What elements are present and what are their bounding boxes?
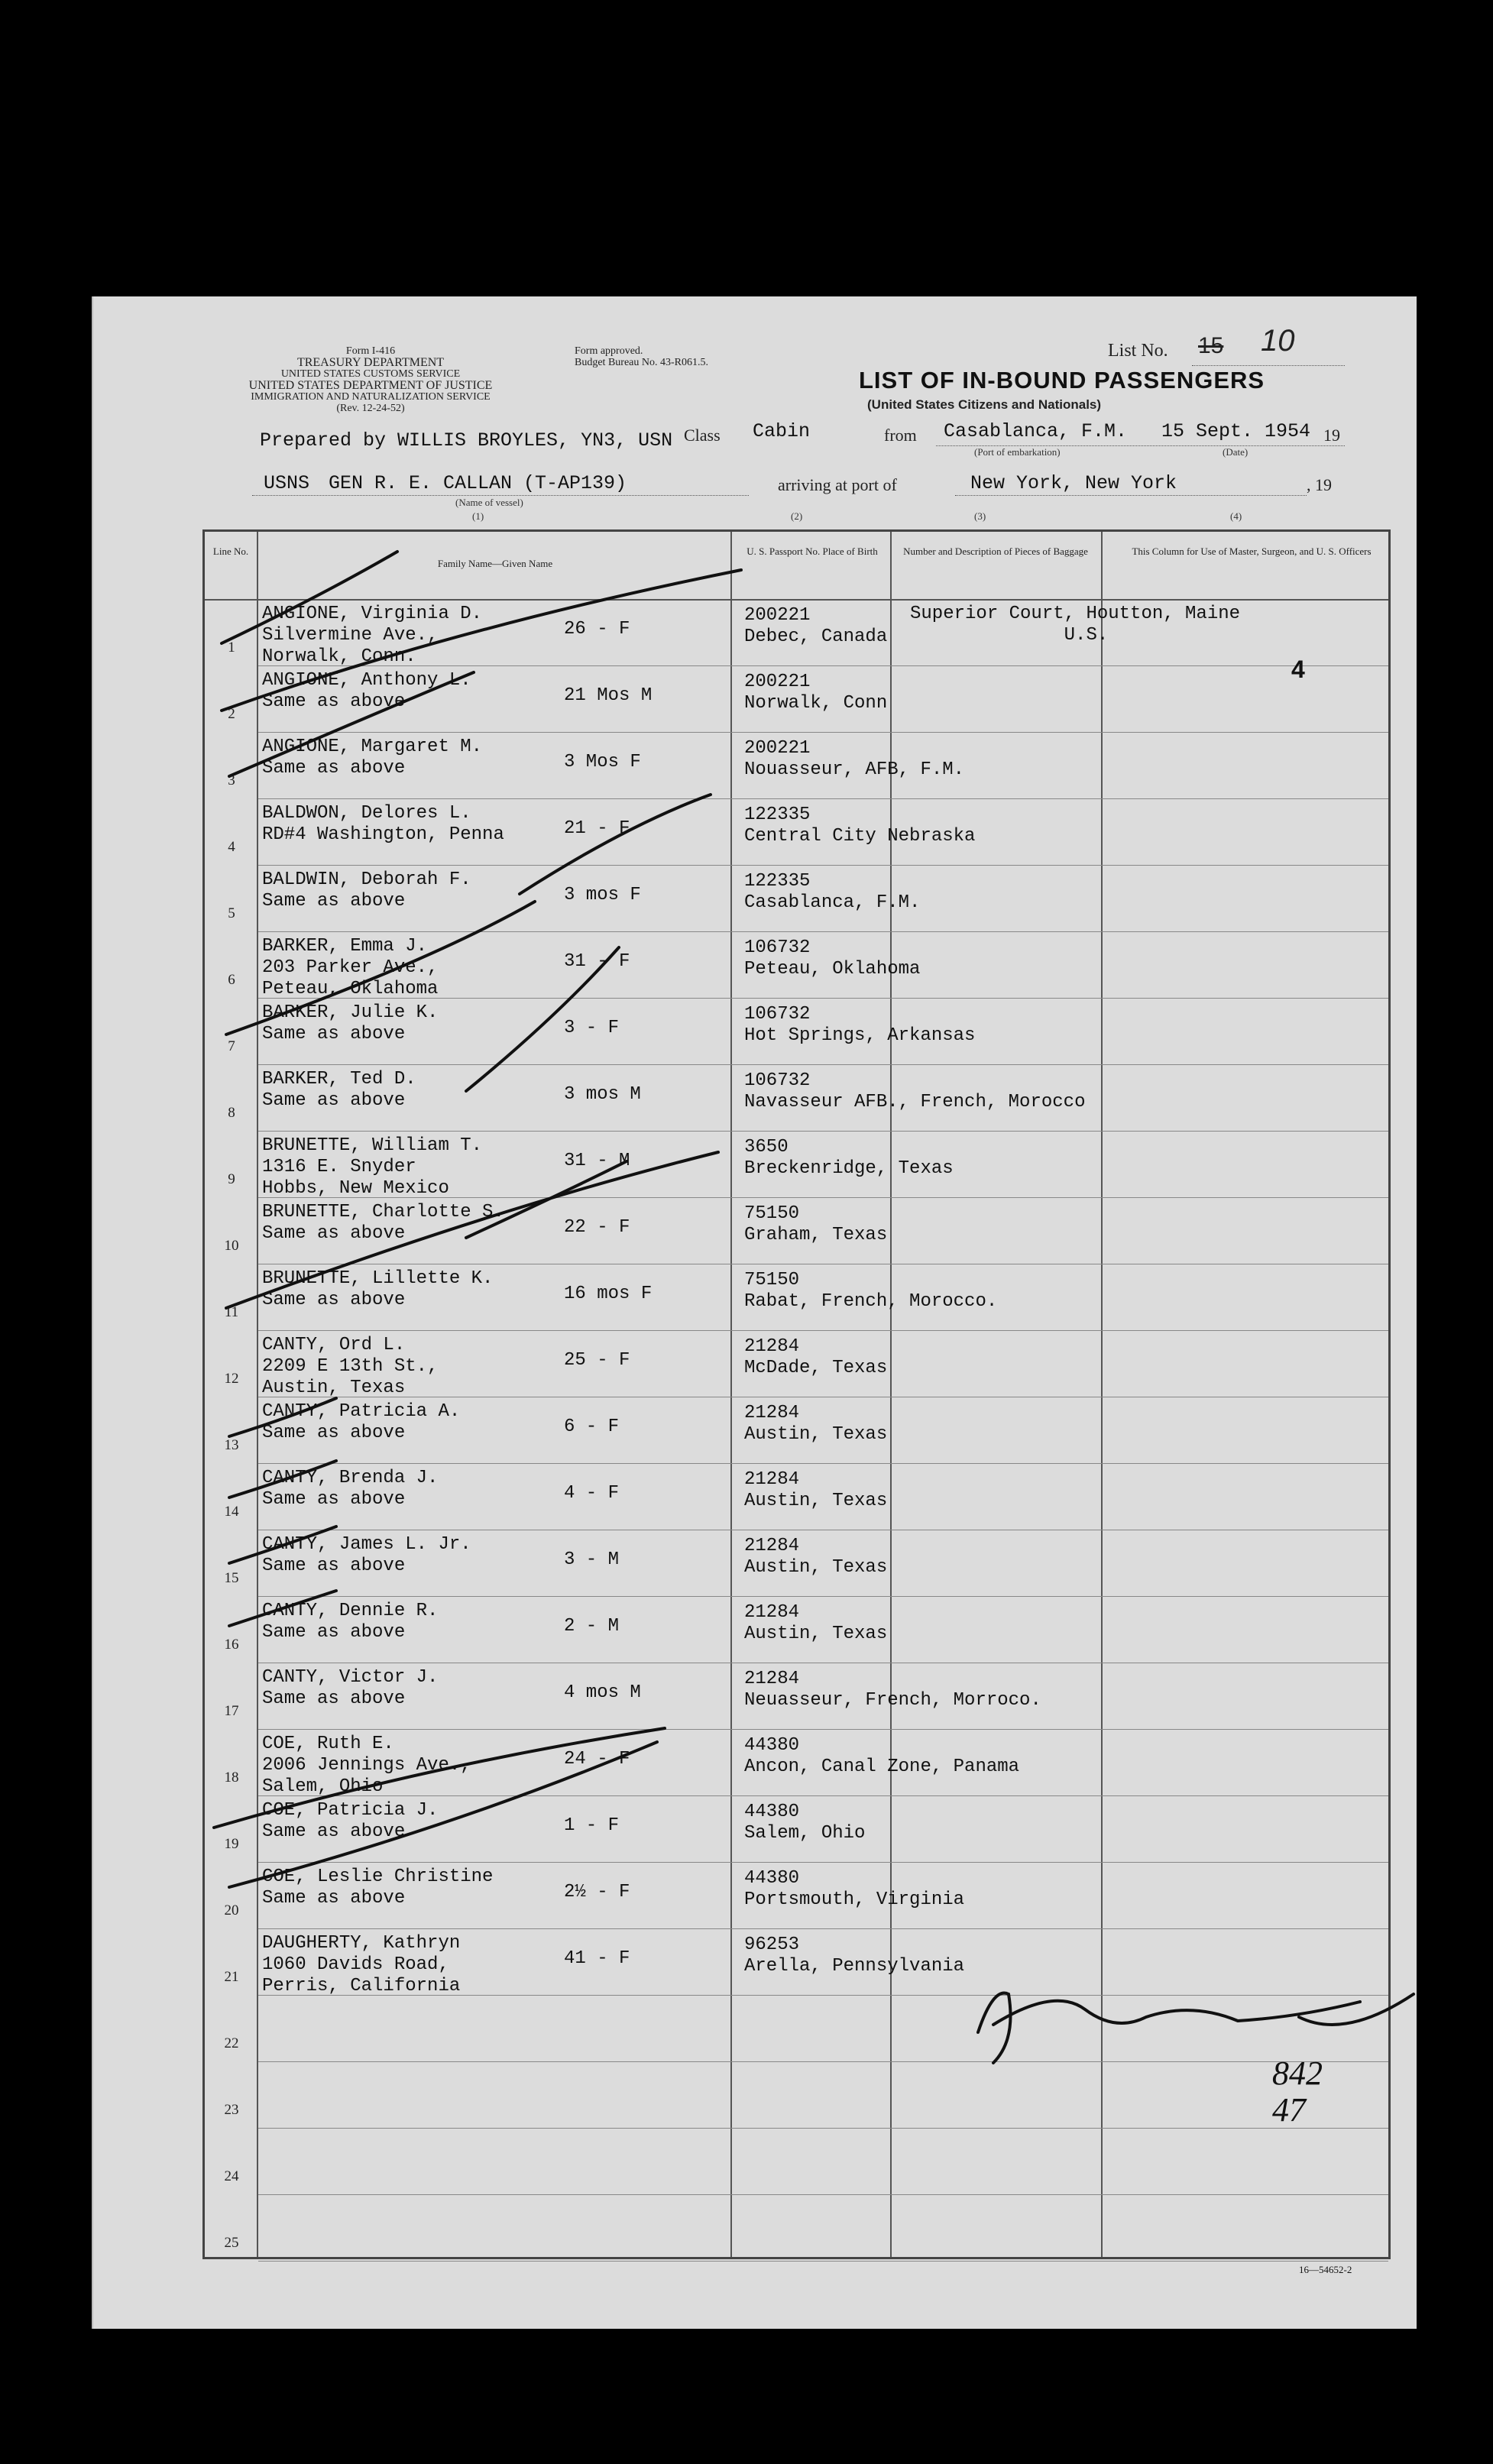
header-baggage: Number and Description of Pieces of Baggage [903,546,1088,557]
passenger-name: BARKER, Ted D. Same as above [262,1069,416,1111]
passenger-name: CANTY, Brenda J. Same as above [262,1468,439,1510]
vessel-name: GEN R. E. CALLAN (T-AP139) [329,472,627,494]
passenger-name: CANTY, Victor J. Same as above [262,1667,439,1709]
passenger-name: COE, Leslie Christine Same as above [262,1867,494,1909]
line-number: 23 [224,2102,239,2118]
check-mark [466,1161,627,1238]
line-number: 15 [224,1570,239,1586]
check-mark [229,1461,336,1498]
passenger-age-sex: 4 - F [564,1483,620,1504]
passenger-age-sex: 31 - M [564,1151,630,1171]
column-number-3: (3) [974,510,986,522]
line-number: 25 [224,2235,239,2251]
line-number: 21 [224,1969,239,1985]
date-caption: (Date) [1223,446,1248,458]
line-number: 7 [228,1038,235,1054]
line-number: 11 [224,1304,239,1320]
passport-and-birthplace: 200221 Debec, Canada [744,605,888,647]
form-footer-code: 16—54652-2 [1299,2264,1352,2275]
port-embarkation-caption: (Port of embarkation) [974,446,1061,458]
line-number: 12 [224,1371,239,1387]
passenger-name: BALDWIN, Deborah F. Same as above [262,869,471,911]
check-mark [229,1742,657,1887]
year-prefix: 19 [1323,426,1340,445]
line-number: 3 [228,772,235,788]
passport-and-birthplace: 21284 Austin, Texas [744,1469,888,1511]
passenger-age-sex: 1 - F [564,1815,620,1836]
passenger-age-sex: 2 - M [564,1616,620,1637]
passenger-name: COE, Patricia J. Same as above [262,1800,439,1842]
revision-date: (Rev. 12-24-52) [336,403,405,414]
class-value: Cabin [753,420,811,442]
passenger-age-sex: 16 mos F [564,1284,653,1304]
line-number: 10 [224,1238,239,1254]
line-number: 1 [228,639,235,656]
check-mark [466,947,619,1091]
header-family-name: Family Name—Given Name [437,558,553,569]
handwritten-count: 842 47 [1272,2054,1323,2129]
passenger-age-sex: 6 - F [564,1417,620,1437]
line-number: 20 [224,1902,239,1918]
passenger-age-sex: 22 - F [564,1217,630,1238]
class-label: Class [684,426,721,445]
list-no-struck: 15 [1198,333,1224,358]
passenger-name: COE, Ruth E. 2006 Jennings Ave., Salem, Ohio [262,1734,471,1797]
passport-and-birthplace: 122335 Casablanca, F.M. [744,871,921,913]
line-number: 9 [228,1171,235,1187]
baggage-description: Superior Court, Houtton, Maine U.S. [910,604,1241,646]
passenger-name: ANGIONE, Margaret M. Same as above [262,737,483,779]
passenger-age-sex: 26 - F [564,619,630,639]
budget-bureau-number: Budget Bureau No. 43-R061.5. [575,357,708,368]
list-no-value: 10 [1261,324,1295,358]
document-subtitle: (United States Citizens and Nationals) [867,397,1102,412]
check-mark [229,1591,336,1626]
passport-and-birthplace: 3650 Breckenridge, Texas [744,1137,954,1179]
line-number: 16 [224,1637,239,1653]
check-mark [229,1527,336,1563]
line-number: 4 [228,839,235,855]
port-of-embarkation: Casablanca, F.M. [944,420,1128,442]
passport-and-birthplace: 106732 Navasseur AFB., French, Morocco [744,1070,1086,1112]
arriving-label: arriving at port of [778,475,897,494]
header-officers: This Column for Use of Master, Surgeon, and U. S. Officers [1132,546,1372,557]
arrival-year: , 19 [1307,475,1332,494]
column-number-4: (4) [1230,510,1242,522]
department-of-justice: UNITED STATES DEPARTMENT OF JUSTICE [248,379,493,392]
passenger-age-sex: 31 - F [564,951,630,972]
header-passport: U. S. Passport No. Place of Birth [746,546,878,557]
passenger-name: ANGIONE, Virginia D. Silvermine Ave., Norwalk, Conn. [262,604,483,667]
line-number: 6 [228,972,235,988]
passport-and-birthplace: 96253 Arella, Pennsylvania [744,1935,965,1977]
passenger-name: BARKER, Julie K. Same as above [262,1002,439,1044]
header-line-no: Line No. [212,546,249,557]
passenger-name: BARKER, Emma J. 203 Parker Ave., Peteau, Oklahoma [262,936,439,999]
check-mark [222,570,741,711]
passport-and-birthplace: 200221 Norwalk, Conn [744,672,888,714]
line-number: 22 [224,2035,239,2051]
signature [978,1993,1414,2063]
passenger-age-sex: 3 - M [564,1549,620,1570]
passport-and-birthplace: 200221 Nouasseur, AFB, F.M. [744,738,965,780]
passport-and-birthplace: 75150 Graham, Texas [744,1203,888,1245]
passenger-name: DAUGHERTY, Kathryn 1060 Davids Road, Perris, California [262,1933,461,1996]
line-number: 24 [224,2168,239,2184]
form-number: Form I-416 [345,345,396,357]
vessel-caption: (Name of vessel) [455,497,523,508]
treasury-department: TREASURY DEPARTMENT [296,356,445,369]
passport-and-birthplace: 21284 Austin, Texas [744,1403,888,1445]
passenger-name: CANTY, Patricia A. Same as above [262,1401,461,1443]
check-mark [226,1152,718,1308]
line-number: 13 [224,1437,239,1453]
passport-and-birthplace: 44380 Ancon, Canal Zone, Panama [744,1735,1020,1777]
check-mark [520,795,711,894]
passenger-name: BRUNETTE, Charlotte S. Same as above [262,1202,504,1244]
passenger-age-sex: 3 mos M [564,1084,641,1105]
passport-and-birthplace: 21284 Austin, Texas [744,1536,888,1578]
line-number: 5 [228,905,235,921]
line-number: 14 [224,1504,239,1520]
passenger-age-sex: 25 - F [564,1350,630,1371]
column-number-1: (1) [472,510,484,522]
passport-and-birthplace: 44380 Portsmouth, Virginia [744,1868,965,1910]
from-label: from [884,426,917,445]
line-number: 8 [228,1105,235,1121]
passenger-age-sex: 21 Mos M [564,685,653,706]
passport-and-birthplace: 21284 McDade, Texas [744,1336,888,1378]
column-number-2: (2) [791,510,803,522]
passport-and-birthplace: 106732 Peteau, Oklahoma [744,937,921,979]
form-approved: Form approved. [575,345,643,357]
passenger-age-sex: 21 - F [564,818,630,839]
passenger-age-sex: 24 - F [564,1749,630,1769]
passenger-age-sex: 2½ - F [564,1882,630,1902]
passenger-name: CANTY, Dennie R. Same as above [262,1601,439,1643]
vessel-prefix: USNS [264,472,310,494]
passport-and-birthplace: 21284 Austin, Texas [744,1602,888,1644]
passenger-age-sex: 41 - F [564,1948,630,1969]
passenger-name: CANTY, Ord L. 2209 E 13th St., Austin, Texas [262,1335,439,1398]
check-mark [226,902,535,1034]
passport-and-birthplace: 75150 Rabat, French, Morocco. [744,1270,998,1312]
line-number: 19 [224,1836,239,1852]
passenger-age-sex: 4 mos M [564,1682,641,1703]
passport-and-birthplace: 44380 Salem, Ohio [744,1802,866,1844]
embarkation-date: 15 Sept. 1954 [1161,420,1311,442]
list-no-label: List No. [1108,341,1168,361]
check-mark [229,1398,336,1436]
passenger-name: BRUNETTE, Lillette K. Same as above [262,1268,494,1310]
line-number: 17 [224,1703,239,1719]
passport-and-birthplace: 106732 Hot Springs, Arkansas [744,1004,976,1046]
line-number: 2 [228,706,235,722]
customs-service: UNITED STATES CUSTOMS SERVICE [280,368,461,380]
check-mark [229,672,474,776]
arrival-port: New York, New York [970,472,1177,494]
ins-service: IMMIGRATION AND NATURALIZATION SERVICE [251,391,491,403]
passport-and-birthplace: 122335 Central City Nebraska [744,805,976,847]
passenger-name: BALDWON, Delores L. RD#4 Washington, Penna [262,803,504,845]
passenger-name: BRUNETTE, William T. 1316 E. Snyder Hobbs, New Mexico [262,1135,483,1199]
prepared-by: Prepared by WILLIS BROYLES, YN3, USN [260,429,673,452]
document-title: LIST OF IN-BOUND PASSENGERS [859,367,1265,393]
passenger-name: ANGIONE, Anthony L. Same as above [262,670,471,712]
passenger-name: CANTY, James L. Jr. Same as above [262,1534,471,1576]
passport-and-birthplace: 21284 Neuasseur, French, Morroco. [744,1669,1041,1711]
passenger-age-sex: 3 mos F [564,885,641,905]
check-mark [222,552,397,643]
line-number: 18 [224,1769,239,1786]
margin-note: 4 [1291,656,1305,683]
check-mark [214,1728,665,1828]
passenger-age-sex: 3 Mos F [564,752,641,772]
passenger-age-sex: 3 - F [564,1018,620,1038]
